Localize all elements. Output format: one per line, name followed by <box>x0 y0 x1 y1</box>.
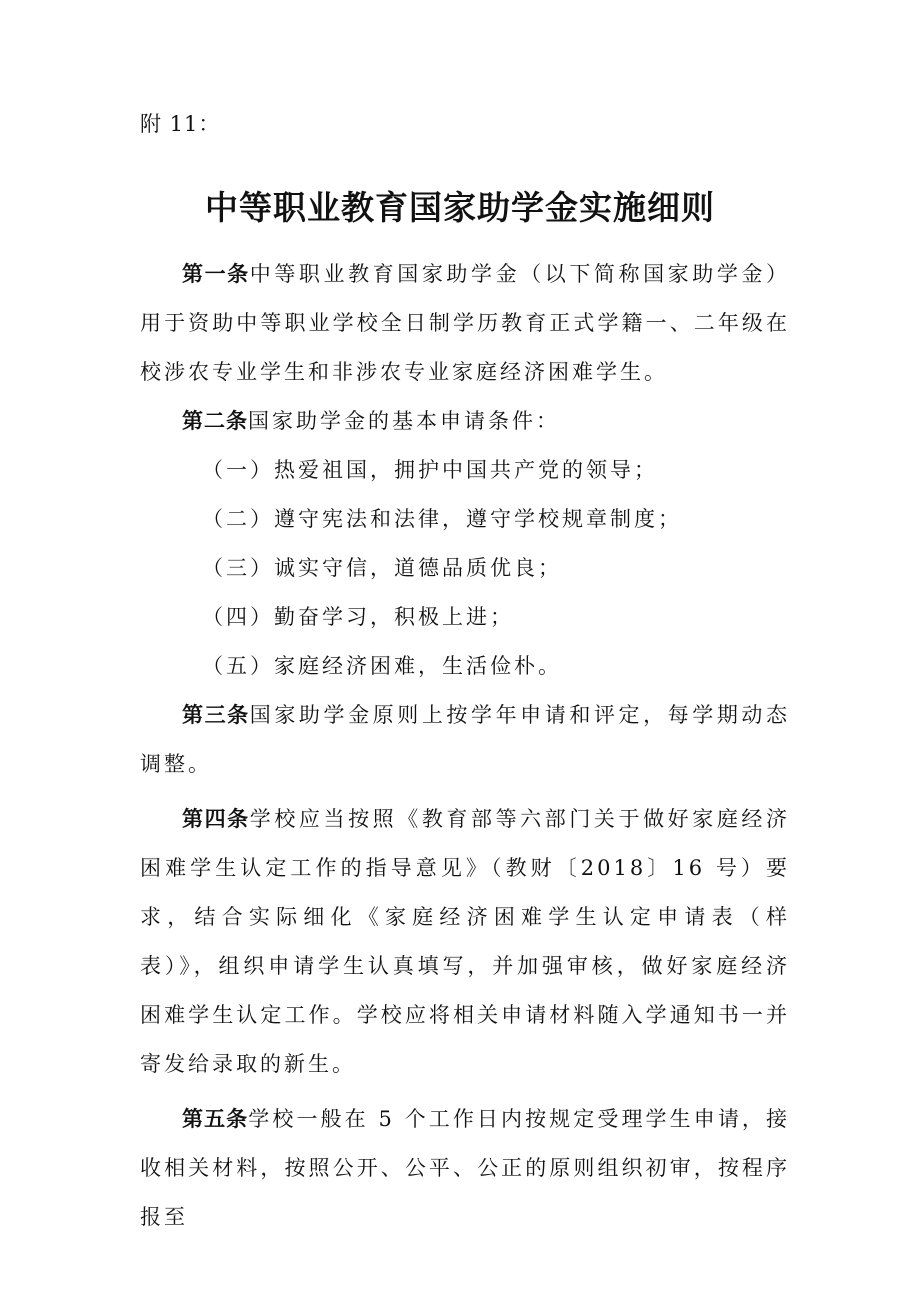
article-label: 第一条 <box>182 262 250 286</box>
article-label: 第四条 <box>182 807 250 831</box>
article-text: 学校应当按照《教育部等六部门关于做好家庭经济困难学生认定工作的指导意见》（教财〔2018〕16 号）要求，结合实际细化《家庭经济困难学生认定申请表（样表）》，组织申请学生认真填写，并加强审核，做好家庭经济困难学生认定工作。学校应将相关申请材料随入学通知书一并寄发给录取的新生。 <box>140 807 790 1076</box>
document-body <box>140 250 790 1242</box>
condition-item: （四）勤奋学习，积极上进； <box>202 605 514 629</box>
condition-item: （二）遵守宪法和法律，遵守学校规章制度； <box>202 507 682 531</box>
article-4 <box>140 795 790 1089</box>
condition-item: （一）热爱祖国，拥护中国共产党的领导； <box>202 458 658 482</box>
article-text: 国家助学金的基本申请条件： <box>248 409 560 433</box>
article-text: 学校一般在 5 个工作日内按规定受理学生申请，接收相关材料，按照公开、公平、公正的原则组织初审，按程序报至 <box>140 1107 790 1229</box>
article-3 <box>140 691 790 789</box>
article-5 <box>140 1095 790 1242</box>
article-label: 第二条 <box>182 409 248 433</box>
condition-item: （五）家庭经济困难，生活俭朴。 <box>202 654 562 678</box>
article-label: 第三条 <box>182 703 250 727</box>
appendix-label: 附 11： <box>140 112 221 136</box>
article-text: 中等职业教育国家助学金（以下简称国家助学金）用于资助中等职业学校全日制学历教育正式学籍一、二年级在校涉农专业学生和非涉农专业家庭经济困难学生。 <box>140 262 790 384</box>
article-text: 国家助学金原则上按学年申请和评定，每学期动态调整。 <box>140 703 790 776</box>
document-title: 中等职业教育国家助学金实施细则 <box>205 188 715 227</box>
article-label: 第五条 <box>182 1107 249 1131</box>
article-2 <box>140 397 790 446</box>
article-1 <box>140 250 790 397</box>
condition-item: （三）诚实守信，道德品质优良； <box>202 556 562 580</box>
